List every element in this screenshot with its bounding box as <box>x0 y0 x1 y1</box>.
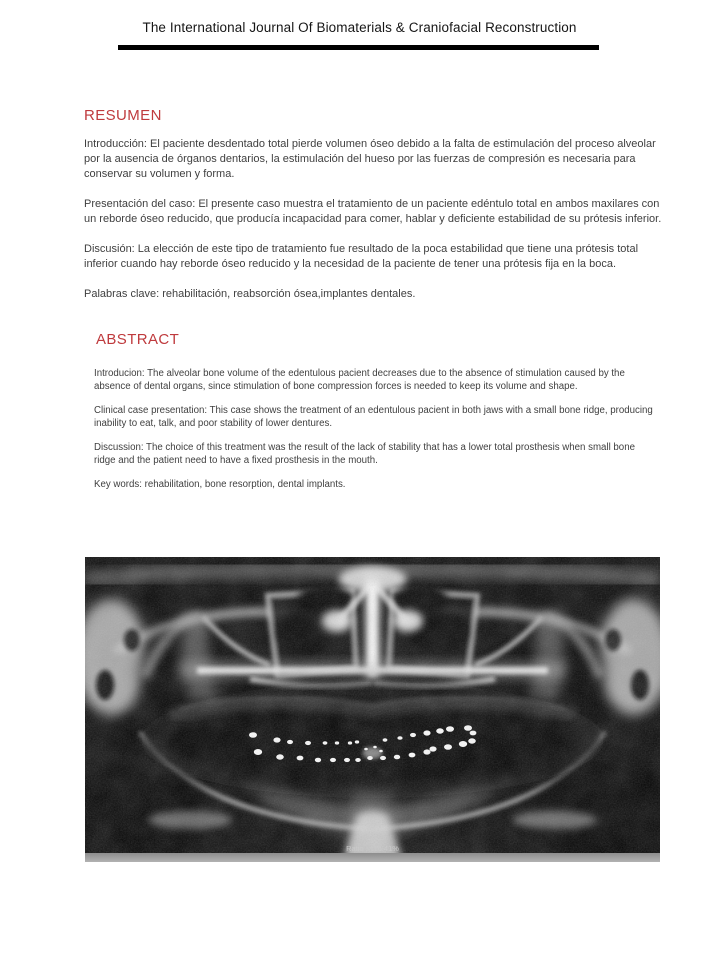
panoramic-xray-svg <box>85 557 660 862</box>
ratio-label: Ratio : 116.41% <box>346 844 399 853</box>
title-rule <box>118 45 599 50</box>
abstract-paragraph-discussion: Discussion: The choice of this treatment was the result of the lack of stability that has a lower total prosthesis when small bone ridge and the patient need to have a fixed prosthesis in the mouth. <box>94 442 635 466</box>
resumen-paragraph-discusion: Discusión: La elección de este tipo de tratamiento fue resultado de la poca estabilidad que tiene una prótesis total inferior cuando hay reborde óseo reducido y la necesidad de la paciente de tener una prótesis fija en la boca. <box>84 243 639 270</box>
abstract-section <box>94 368 654 504</box>
journal-title: The International Journal Of Biomaterials & Craniofacial Reconstruction <box>142 20 577 35</box>
resumen-paragraph-presentacion: Presentación del caso: El presente caso muestra el tratamiento de un paciente edéntulo total en ambos maxilares con un reborde óseo reducido, que producía incapacidad para comer, hablar y deficiente estabilidad de su prótesis inferior. <box>84 198 662 225</box>
resumen-keywords: Palabras clave: rehabilitación, reabsorción ósea,implantes dentales. <box>84 288 416 300</box>
resumen-section <box>84 137 662 317</box>
panoramic-xray-image <box>85 557 660 862</box>
abstract-heading: ABSTRACT <box>96 331 180 348</box>
abstract-paragraph-introduction: Introducion: The alveolar bone volume of the edentulous pacient decreases due to the absence of stimulation caused by the absence of dental organs, since stimulation of bone compression forces is needed to keep its volume and shape. <box>94 368 625 392</box>
abstract-paragraph-clinical-case: Clinical case presentation: This case shows the treatment of an edentulous pacient in both jaws with a small bone ridge, producing inability to eat, talk, and poor stability of lower dentures. <box>94 405 653 429</box>
abstract-keywords: Key words: rehabilitation, bone resorption, dental implants. <box>94 479 346 490</box>
resumen-paragraph-introduccion: Introducción: El paciente desdentado total pierde volumen óseo debido a la falta de estimulación del proceso alveolar por la ausencia de órganos dentarios, la estimulación del hueso por las fuerzas de compresión es necesaria para conservar su volumen y forma. <box>84 138 656 180</box>
xray-bottom-band <box>85 853 660 862</box>
resumen-heading: RESUMEN <box>84 107 162 124</box>
